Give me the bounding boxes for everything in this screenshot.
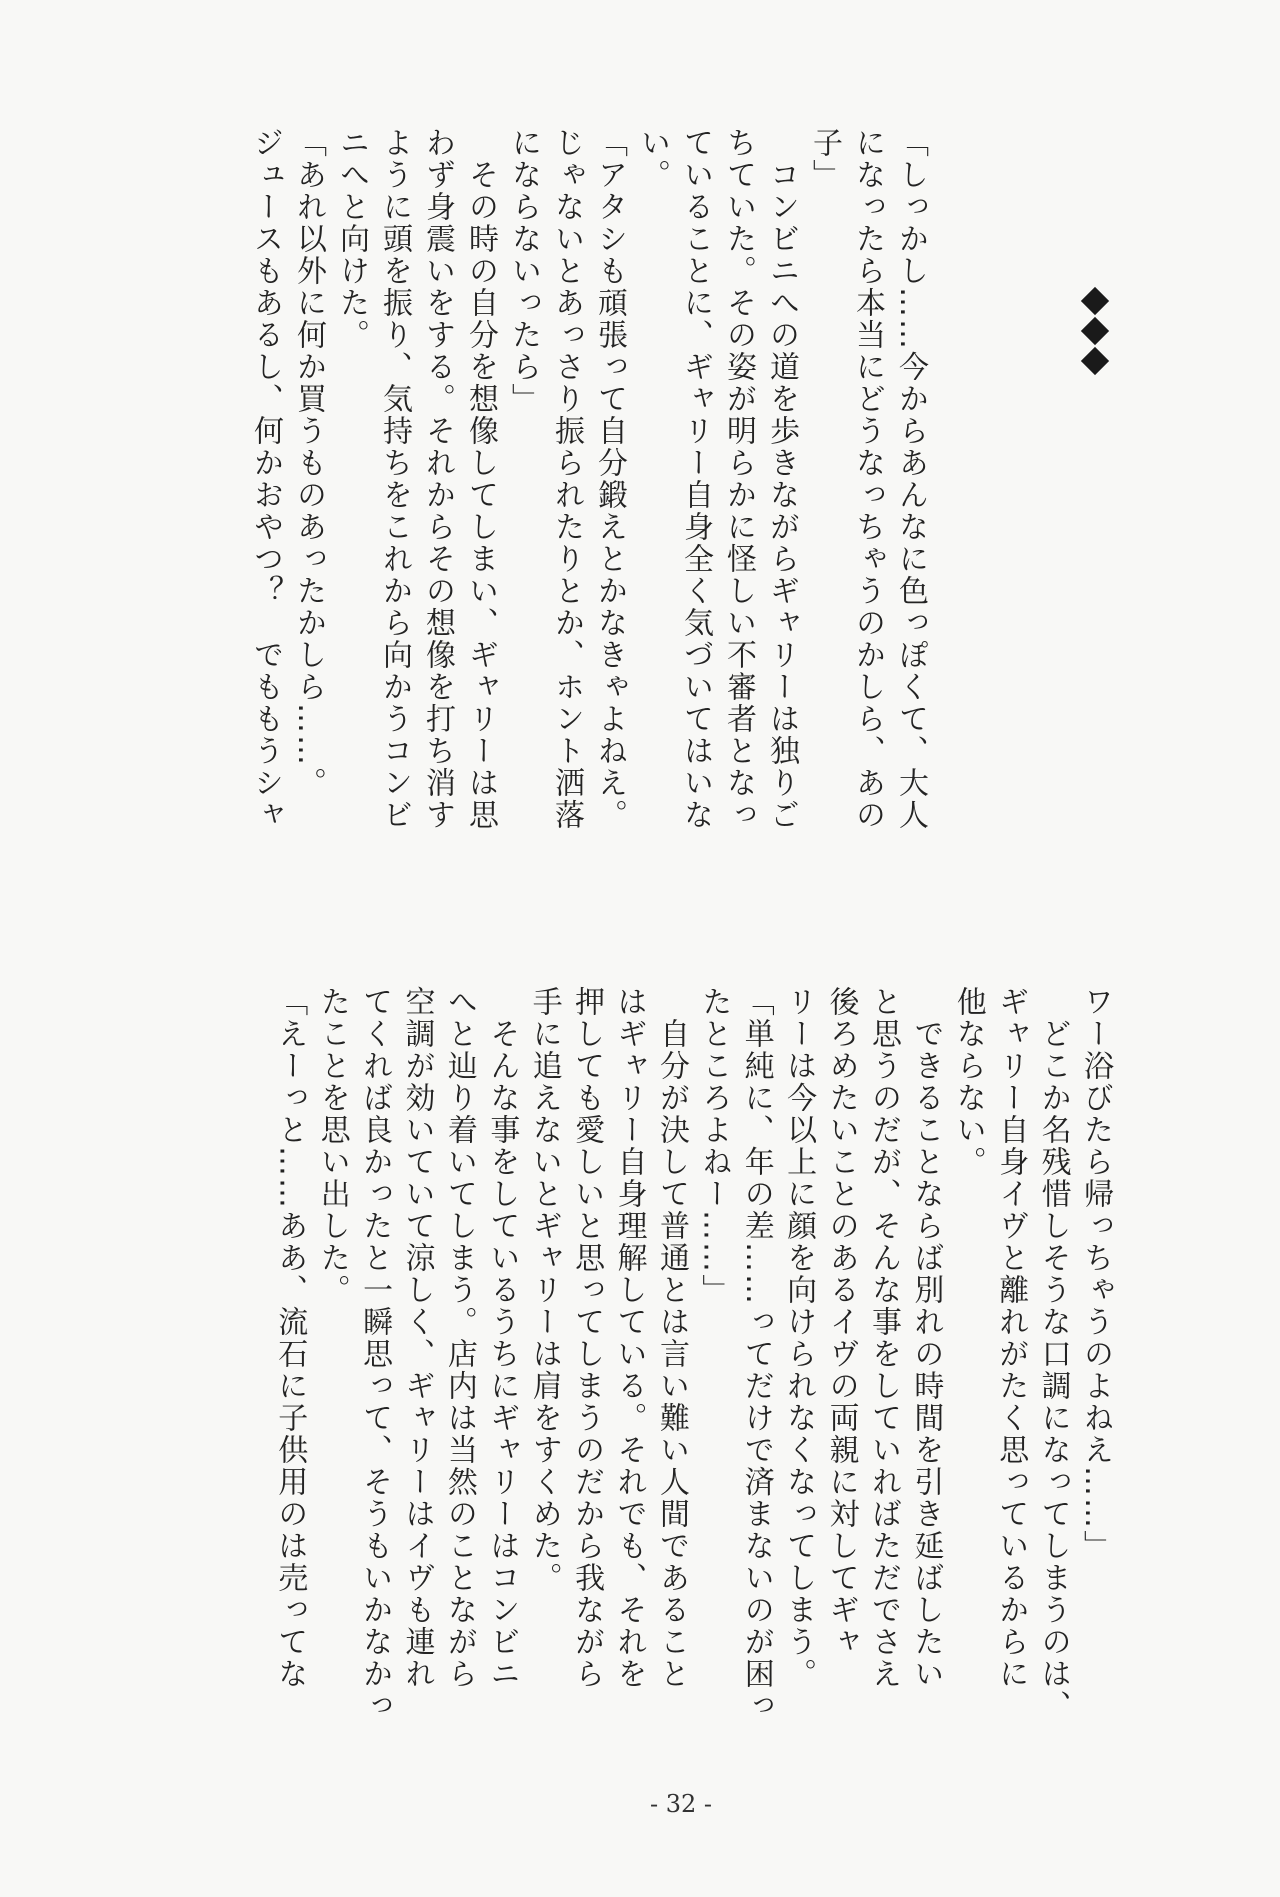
- text-line: リーは今以上に顔を向けられなくなってしまう。: [781, 986, 817, 1690]
- text-line: 「あれ以外に何か買うものあったかしら……。: [291, 127, 326, 799]
- text-line: 「しっかし……今からあんなに色っぽくて、大人: [893, 127, 928, 831]
- text-line: 「えーっと……ああ、流石に子供用のは売ってな: [272, 986, 308, 1690]
- text-line: わず身震いをする。それからその想像を打ち消す: [420, 127, 455, 831]
- text-line: 後ろめたいことのあるイヴの両親に対してギャ: [823, 986, 859, 1658]
- diamond-icon: [1081, 317, 1109, 345]
- text-line: ワー浴びたら帰っちゃうのよねえ……」: [1078, 986, 1113, 1562]
- text-line: ジュースもあるし、何かおやつ？ でももうシャ: [248, 127, 283, 831]
- diamond-icon: [1081, 287, 1109, 315]
- text-line: 空調が効いていて涼しく、ギャリーはイヴも連れ: [399, 986, 435, 1690]
- text-line: どこか名残惜しそうな口調になってしまうのは、: [1035, 986, 1071, 1722]
- text-line: 押しても愛しいと思ってしまうのだから我ながら: [569, 986, 605, 1690]
- scene-break-marker: [1082, 288, 1108, 374]
- text-line: 自分が決して普通とは言い難い人間であること: [653, 986, 689, 1690]
- text-line: ように頭を振り、気持ちをこれから向かうコンビ: [377, 127, 412, 831]
- page-number: - 32 -: [649, 1790, 712, 1818]
- text-line: にならないったら」: [506, 127, 541, 415]
- text-block-top: [244, 127, 932, 831]
- text-line: 子」: [807, 127, 842, 191]
- text-line: と思うのだが、そんな事をしていればただでさえ: [865, 986, 901, 1690]
- text-line: になったら本当にどうなっちゃうのかしら、あの: [850, 127, 885, 831]
- text-line: その時の自分を想像してしまい、ギャリーは思: [463, 127, 498, 831]
- text-line: 手に追えないとギャリーは肩をすくめた。: [526, 986, 562, 1594]
- text-line: はギャリー自身理解している。それでも、それを: [611, 986, 647, 1690]
- text-line: 他ならない。: [950, 986, 986, 1178]
- text-line: 「アタシも頑張って自分鍛えとかなきゃよねえ。: [592, 127, 627, 831]
- text-line: てくれば良かったと一瞬思って、そうもいかなかっ: [357, 986, 393, 1722]
- text-line: たところよねー……」: [696, 986, 732, 1306]
- text-line: コンビニへの道を歩きながらギャリーは独りご: [764, 127, 799, 831]
- diamond-icon: [1081, 347, 1109, 375]
- text-line: い。: [635, 127, 670, 191]
- text-line: ていることに、ギャリー自身全く気づいてはいな: [678, 127, 713, 831]
- text-line: 「単純に、年の差……ってだけで済まないのが困っ: [738, 986, 774, 1722]
- text-line: ニへと向けた。: [334, 127, 369, 351]
- text-line: へと辿り着いてしまう。店内は当然のことながら: [441, 986, 477, 1690]
- text-line: たことを思い出した。: [314, 986, 350, 1306]
- text-line: そんな事をしているうちにギャリーはコンビニ: [484, 986, 520, 1690]
- text-block-bottom: [268, 986, 1116, 1722]
- text-line: できることならば別れの時間を引き延ばしたい: [908, 986, 944, 1690]
- text-line: じゃないとあっさり振られたりとか、ホント洒落: [549, 127, 584, 831]
- text-line: ちていた。その姿が明らかに怪しい不審者となっ: [721, 127, 756, 831]
- text-line: ギャリー自身イヴと離れがたく思っているからに: [993, 986, 1029, 1690]
